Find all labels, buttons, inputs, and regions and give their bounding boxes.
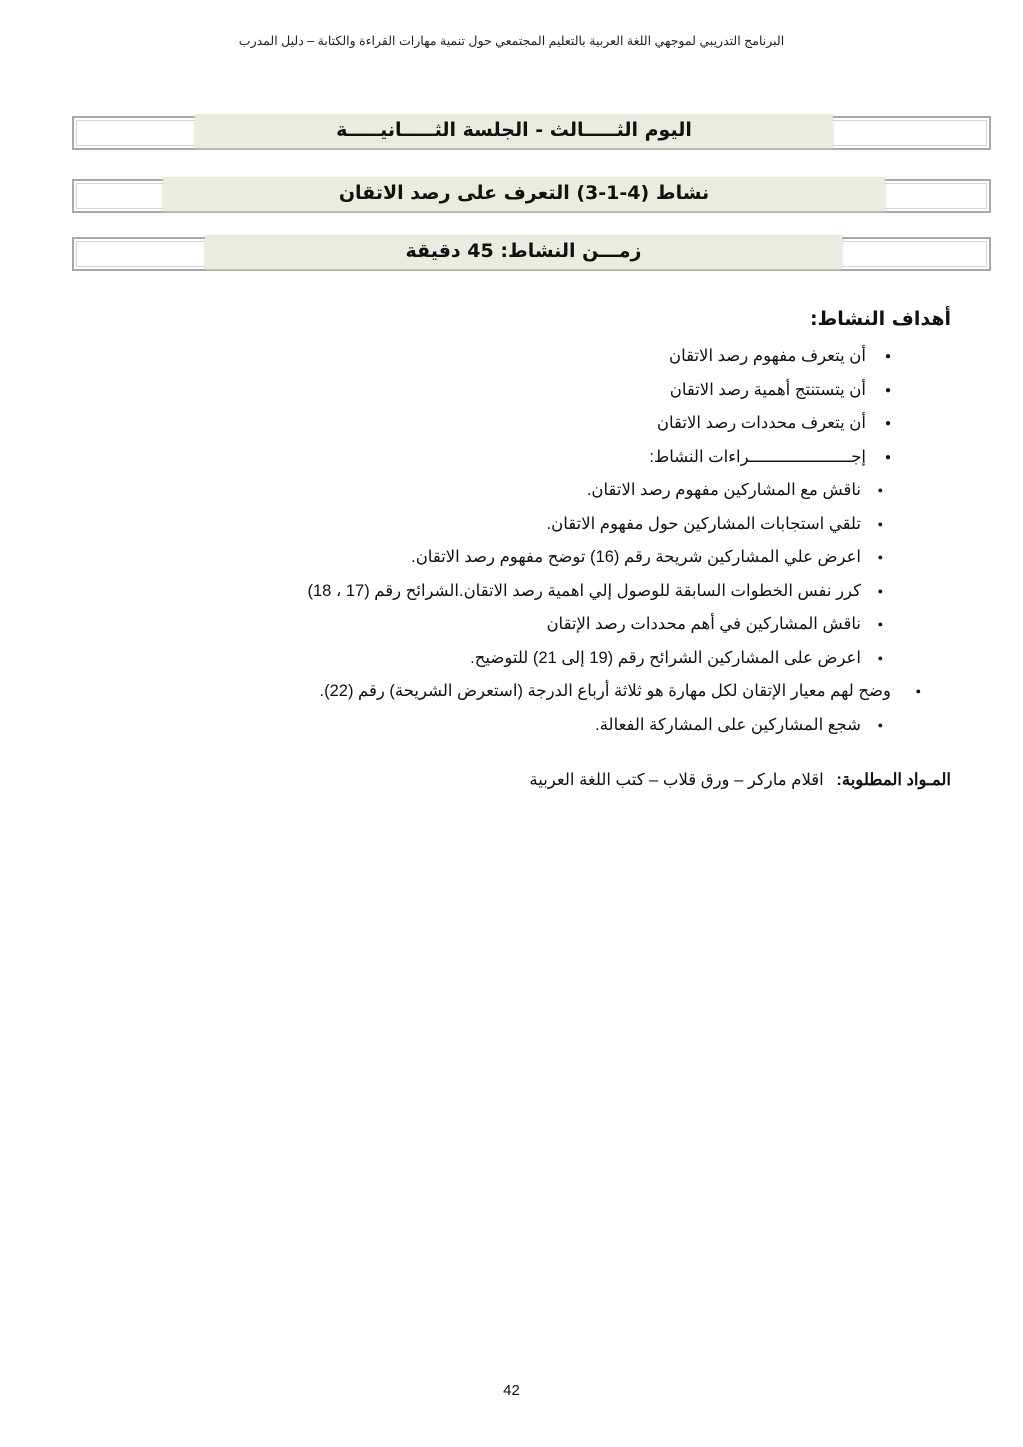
list-item: ● تلقي استجابات المشاركين حول مفهوم الاتقان. xyxy=(195,508,951,542)
running-header: البرنامج التدريبي لموجهي اللغة العربية بالتعليم المجتمعي حول تنمية مهارات القراءة والكتابة – دليل المدرب xyxy=(238,34,785,48)
list-item: ● وضح لهم معيار الإتقان لكل مهارة هو ثلاثة أرباع الدرجة (استعرض الشريحة) رقم (22). xyxy=(195,675,951,709)
list-item: ● اعرض على المشاركين الشرائح رقم (19 إلى 21) للتوضيح. xyxy=(195,642,951,676)
steps-list xyxy=(195,474,951,742)
list-item: ● ناقش المشاركين في أهم محددات رصد الإتقان xyxy=(195,608,951,642)
list-item: ● ناقش مع المشاركين مفهوم رصد الاتقان. xyxy=(195,474,951,508)
goals-list xyxy=(195,340,951,474)
list-item: ● أن يتعرف محددات رصد الاتقان xyxy=(195,407,951,441)
list-item: ● اعرض علي المشاركين شريحة رقم (16) توضح مفهوم رصد الاتقان. xyxy=(195,541,951,575)
goals-heading: أهداف النشاط: xyxy=(809,308,951,330)
duration-title: زمـــن النشاط: 45 دقيقة xyxy=(205,235,842,269)
page-number: 42 xyxy=(503,1382,520,1399)
day-session-title: اليوم الثـــــالث - الجلسة الثـــــانيـــــة xyxy=(195,114,833,148)
list-item: ● أن يتعرف مفهوم رصد الاتقان xyxy=(195,340,951,374)
materials-value: اقلام ماركر – ورق قلاب – كتب اللغة العربية xyxy=(529,771,824,789)
list-item: ● إجـــــــــــــــــــــراءات النشاط: xyxy=(195,441,951,475)
materials-label: المـواد المطلوبة: xyxy=(836,771,951,789)
activity-content xyxy=(195,308,951,790)
list-item: ● كرر نفس الخطوات السابقة للوصول إلي اهمية رصد الاتقان.الشرائح رقم (17 ، 18) xyxy=(195,575,951,609)
list-item: ● أن يتستنتج أهمية رصد الاتقان xyxy=(195,374,951,408)
activity-title: نشاط (4-1-3) التعرف على رصد الاتقان xyxy=(163,177,885,211)
materials-line xyxy=(195,770,951,790)
list-item: ● شجع المشاركين على المشاركة الفعالة. xyxy=(195,709,951,743)
